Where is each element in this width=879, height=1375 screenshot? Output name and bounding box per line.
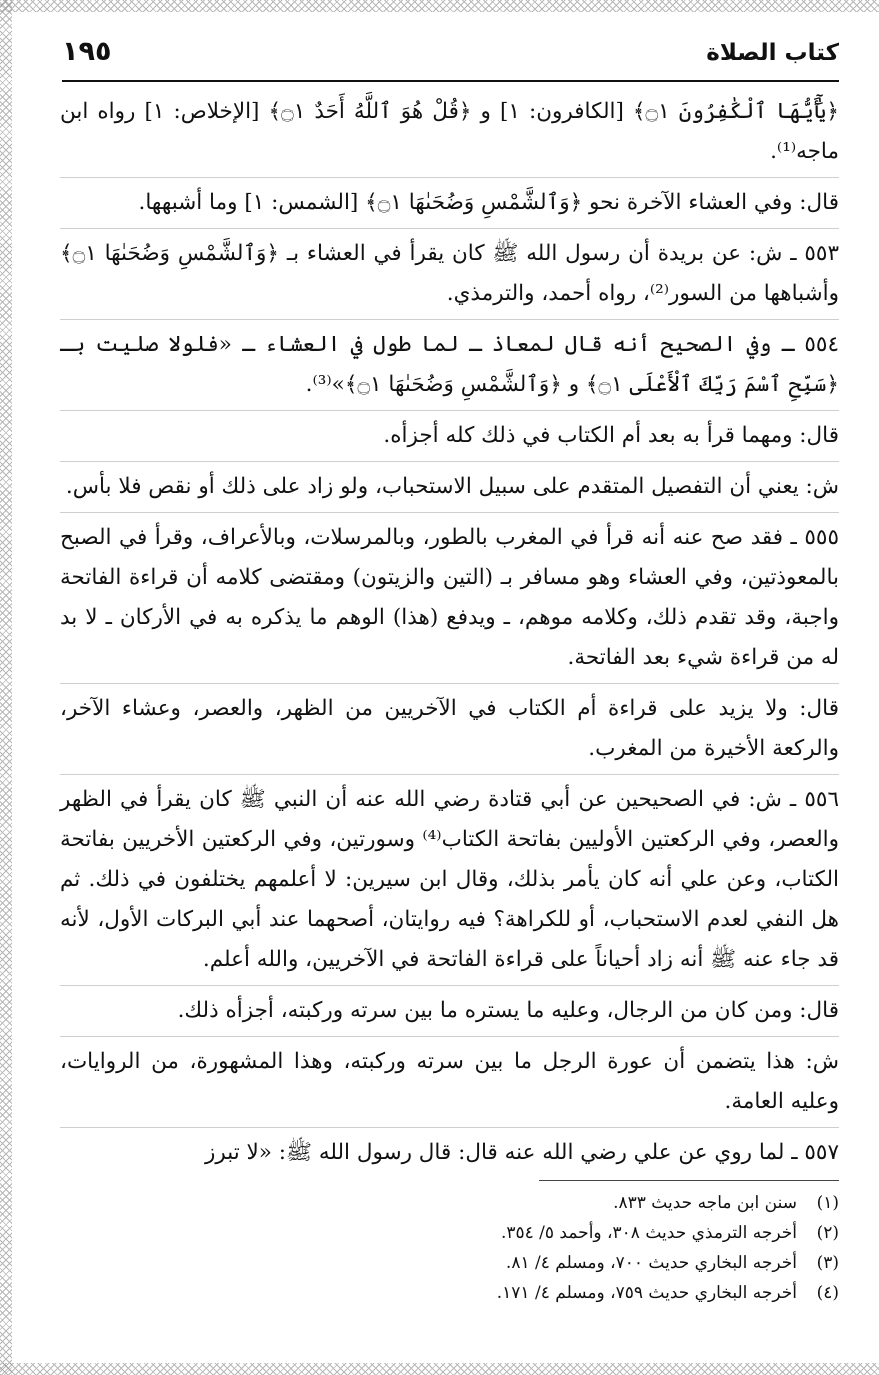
page-number: ١٩٥ [62, 36, 112, 67]
paragraph: ﴿يَٰٓأَيُّهَا ٱلْكَٰفِرُونَ ۝١﴾ [الكافرون: ١] و ﴿قُلْ هُوَ ٱللَّهُ أَحَدٌ ۝١﴾ [الإخلاص: ١] رواه ابن ماجه⁽¹⁾. [60, 92, 839, 178]
paragraph: قال: ومن كان من الرجال، وعليه ما يستره ما بين سرته وركبته، أجزأه ذلك. [60, 991, 839, 1037]
footnote-number: (٣) [816, 1253, 839, 1273]
left-border-ornament [0, 0, 12, 1375]
footnote [380, 1278, 839, 1308]
bottom-border-ornament [0, 1363, 879, 1375]
footnote-separator [539, 1180, 839, 1181]
footnote [380, 1248, 839, 1278]
footnote-text: أخرجه البخاري حديث ٧٥٩، ومسلم ٤/ ١٧١. [496, 1283, 797, 1303]
main-text [60, 92, 839, 1183]
footnote-text: أخرجه الترمذي حديث ٣٠٨، وأحمد ٥/ ٣٥٤. [500, 1223, 797, 1243]
footnote [380, 1218, 839, 1248]
paragraph: ٥٥٣ ـ ش: عن بريدة أن رسول الله ﷺ كان يقرأ في العشاء بـ ﴿وَٱلشَّمْسِ وَضُحَىٰهَا ۝١﴾ وأشباهها من السور⁽²⁾، رواه أحمد، والترمذي. [60, 234, 839, 320]
paragraph: قال: ومهما قرأ به بعد أم الكتاب في ذلك كله أجزأه. [60, 416, 839, 462]
paragraph: قال: وفي العشاء الآخرة نحو ﴿وَٱلشَّمْسِ وَضُحَىٰهَا ۝١﴾ [الشمس: ١] وما أشبهها. [60, 183, 839, 229]
footnote-number: (٤) [816, 1283, 839, 1303]
paragraph: ٥٥٦ ـ ش: في الصحيحين عن أبي قتادة رضي الله عنه أن النبي ﷺ كان يقرأ في الظهر والعصر، وفي الركعتين الأوليين بفاتحة الكتاب⁽⁴⁾ وسورتين، وفي الركعتين الأخريين بفاتحة الكتاب، وعن علي أنه كان يأمر بذلك، وقال ابن سيرين: لا أعلمهم يختلفون في ذلك. ثم هل النفي لعدم الاستحباب، أو للكراهة؟ فيه روايتان، أصحهما عند أبي البركات الأول، لأنه قد جاء عنه ﷺ أنه زاد أحياناً على قراءة الفاتحة في الآخريين، والله أعلم. [60, 780, 839, 986]
paragraph: ش: يعني أن التفصيل المتقدم على سبيل الاستحباب، ولو زاد على ذلك أو نقص فلا بأس. [60, 467, 839, 513]
footnote-number: (١) [816, 1193, 839, 1213]
paragraph: قال: ولا يزيد على قراءة أم الكتاب في الآخريين من الظهر، والعصر، وعشاء الآخر، والركعة الأخيرة من المغرب. [60, 689, 839, 775]
footnote-number: (٢) [816, 1223, 839, 1243]
page-header [62, 30, 839, 82]
footnote-text: سنن ابن ماجه حديث ٨٣٣. [613, 1193, 797, 1213]
paragraph: ٥٥٤ ـ وفي الصحيح أنه قال لمعاذ ـ لما طول في العشاء ـ «فلولا صليت بـ ﴿سَبِّحِ ٱسْمَ رَبِّكَ ٱلْأَعْلَى ۝١﴾ و ﴿وَٱلشَّمْسِ وَضُحَىٰهَا ۝١﴾»⁽³⁾. [60, 325, 839, 411]
paragraph: ٥٥٧ ـ لما روي عن علي رضي الله عنه قال: قال رسول الله ﷺ: «لا تبرز [204, 1140, 839, 1165]
paragraph: ش: هذا يتضمن أن عورة الرجل ما بين سرته وركبته، وهذا المشهورة، من الروايات، وعليه العامة. [60, 1042, 839, 1128]
footnote-text: أخرجه البخاري حديث ٧٠٠، ومسلم ٤/ ٨١. [505, 1253, 797, 1273]
footnotes [380, 1188, 839, 1308]
running-title: كتاب الصلاة [706, 40, 839, 66]
footnote [380, 1188, 839, 1218]
top-border-ornament [0, 0, 879, 12]
paragraph: ٥٥٥ ـ فقد صح عنه أنه قرأ في المغرب بالطور، وبالمرسلات، وبالأعراف، وقرأ في الصبح بالمعوذتين، وفي العشاء وهو مسافر بـ (التين والزيتون) ومقتضى كلامه أن قراءة الفاتحة واجبة، وقد تقدم ذلك، وكلامه موهم، ـ ويدفع (هذا) الوهم ما يذكره به في الأركان ـ لا بد له من قراءة شيء بعد الفاتحة. [60, 518, 839, 684]
